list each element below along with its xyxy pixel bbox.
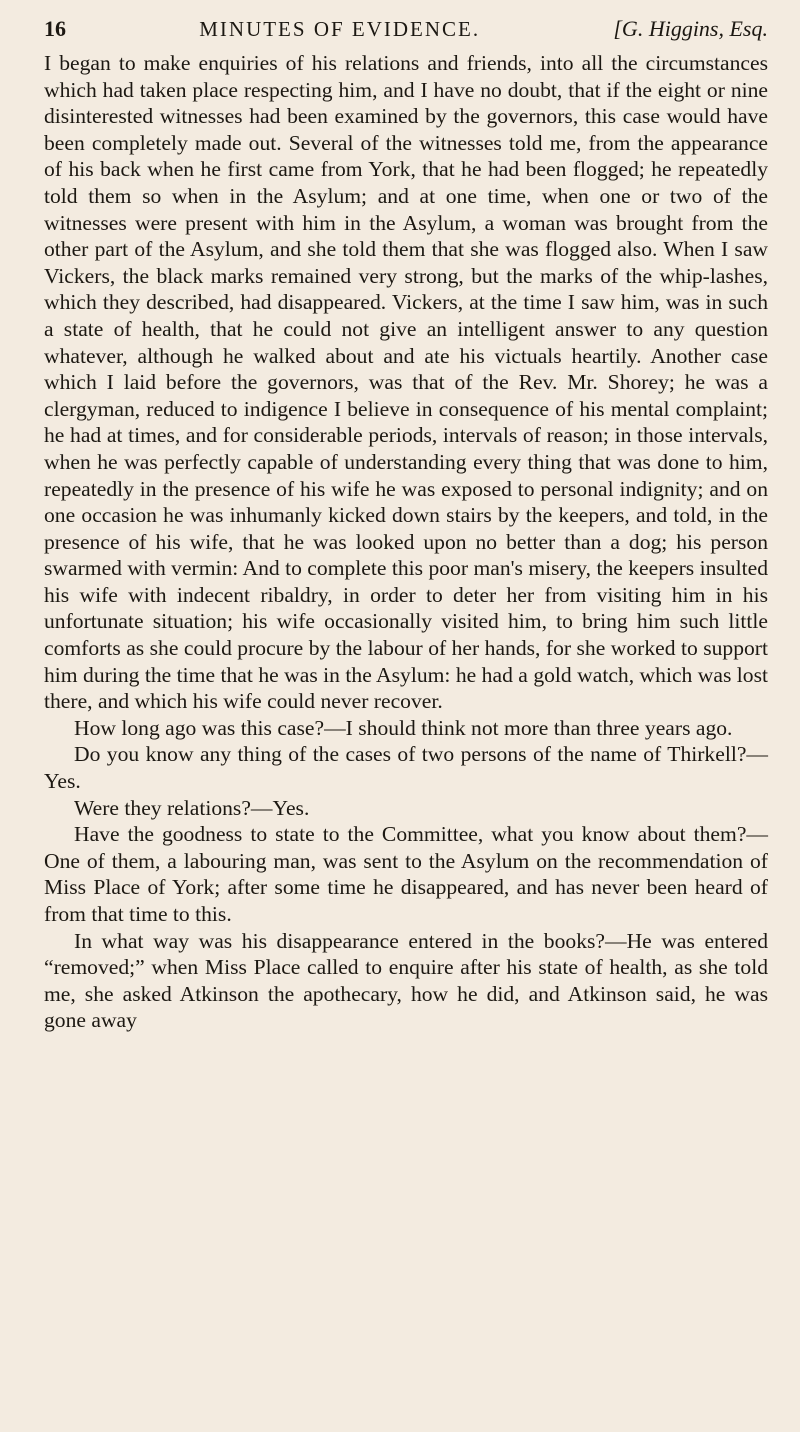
document-page [44,14,768,1034]
paragraph-testimony: I began to make enquiries of his relations and friends, into all the circumstances which had taken place respecting him, and I have no doubt, that if the eight or nine disinterested witnesses had been examined by the governors, this case would have been completely made out. Several of the witnesses told me, from the appearance of his back when he first came from York, that he had been flogged; he repeatedly told them so when in the Asylum; and at one time, when one or two of the witnesses were present with him in the Asylum, a woman was brought from the other part of the Asylum, and she told them that she was flogged also. When I saw Vickers, the black marks remained very strong, but the marks of the whip-lashes, which they described, had disappeared. Vickers, at the time I saw him, was in such a state of health, that he could not give an intelligent answer to any question whatever, although he walked about and ate his victuals heartily. Another case which I laid before the governors, was that of the Rev. Mr. Shorey; he was a clergyman, reduced to indigence I believe in consequence of his mental complaint; he had at times, and for considerable periods, intervals of reason; in those intervals, when he was perfectly capable of understanding every thing that was done to him, repeatedly in the presence of his wife he was exposed to personal indignity; and on one occasion he was inhumanly kicked down stairs by the keepers, and told, in the presence of his wife, that he was looked upon no better than a dog; his person swarmed with vermin: And to complete this poor man's misery, the keepers insulted his wife with indecent ribaldry, in order to deter her from visiting him in his unfortunate situation; his wife occasionally visited him, to bring him such little comforts as she could procure by the labour of her hands, for she worked to support him during the time that he was in the Asylum: he had a gold watch, which was lost there, and which his wife could never recover. [44,51,768,714]
body-text [44,50,768,1034]
paragraph-question-disappearance: In what way was his disappearance entered in the books?—He was entered “removed;” when Miss Place called to enquire after his state of health, as she told me, she asked Atkinson the apothecary, how he did, and Atkinson said, he was gone away [44,928,768,1033]
running-head [44,14,768,44]
page-number: 16 [44,16,66,41]
running-title: MINUTES OF EVIDENCE. [199,17,481,41]
witness-name: [G. Higgins, Esq. [613,16,768,41]
paragraph-question-how-long: How long ago was this case?—I should think not more than three years ago. [74,715,733,740]
paragraph-question-relations: Were they relations?—Yes. [74,795,310,820]
paragraph-question-goodness: Have the goodness to state to the Committee, what you know about them?—One of them, a labouring man, was sent to the Asylum on the recommendation of Miss Place of York; after some time he disappeared, and has never been heard of from that time to this. [44,822,768,926]
paragraph-question-thirkell: Do you know any thing of the cases of two persons of the name of Thirkell?—Yes. [44,742,768,794]
